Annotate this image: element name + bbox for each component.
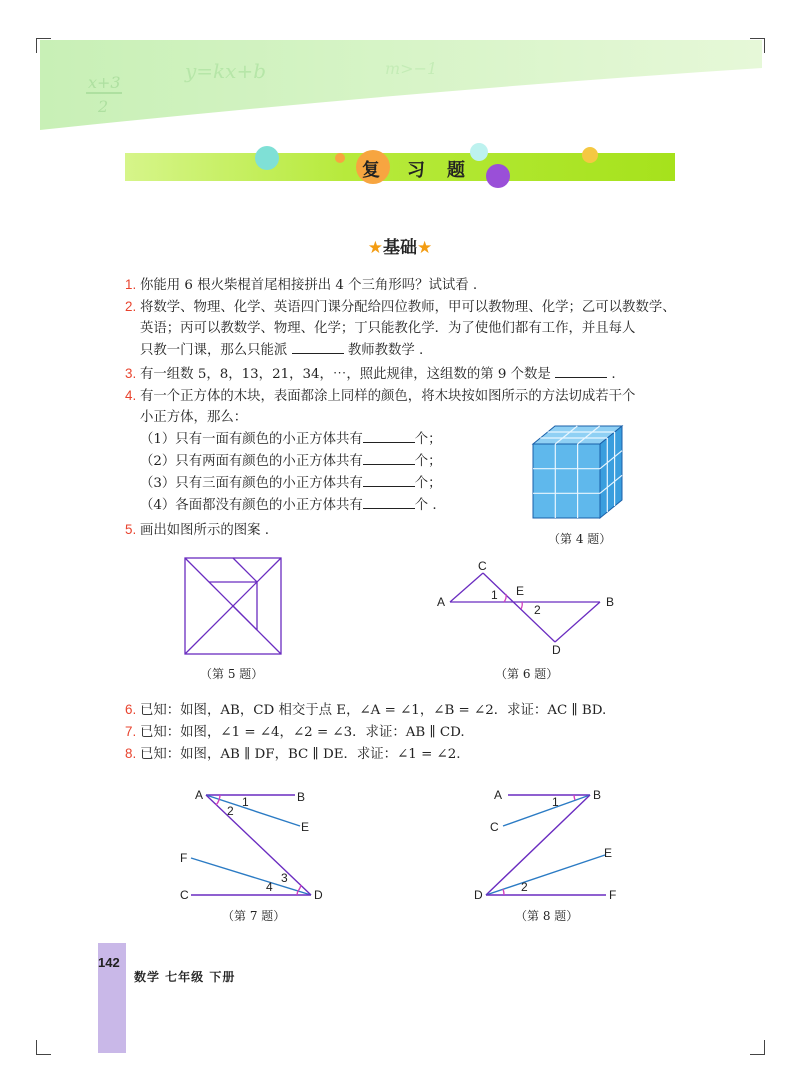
star-icon: ★ [367,238,383,258]
question-text: 已知：如图，AB ∥ DF，BC ∥ DE．求证：∠1 = ∠2. [140,747,461,762]
question-8 [125,743,461,766]
caption-q4: （第 4 题） [548,532,612,546]
question-number: 2. [125,299,137,314]
question-5 [125,519,269,542]
figure-7 [175,785,335,905]
angle-2-label: 2 [227,804,234,818]
answer-blank[interactable] [292,341,344,354]
angle-3-label: 3 [281,871,288,885]
angle-1-label: 1 [242,795,249,809]
question-text: 画出如图所示的图案 . [140,523,270,538]
page-number: 142 [98,955,120,970]
formula-linear: y=kx+b [185,59,267,83]
caption-q6: （第 6 题） [495,667,559,681]
point-B-label: B [606,595,615,609]
point-B-label: B [297,790,306,804]
angle-2-label: 2 [534,603,541,617]
section-heading [0,233,800,258]
point-D-label: D [552,643,561,654]
point-B-label: B [593,788,602,802]
title-char-1: 复 [362,160,382,181]
angle-4-label: 4 [266,880,273,894]
caption-q5: （第 5 题） [200,667,264,681]
question-number: 4. [125,388,137,403]
question-text: 已知：如图，AB，CD 相交于点 E，∠A = ∠1，∠B = ∠2．求证：AC ∥ BD. [140,703,607,718]
subquestion-4: （4）各面都没有颜色的小正方体共有 个 . [140,498,437,513]
star-icon: ★ [417,238,433,258]
header-banner [0,30,800,140]
point-C-label: C [490,820,499,834]
question-number: 1. [125,277,137,292]
question-6 [125,699,606,722]
answer-blank[interactable] [363,430,415,443]
point-A-label: A [437,595,446,609]
question-number: 7. [125,724,137,739]
question-4-line-2: 小正方体，那么： [140,410,248,425]
title-char-3: 题 [447,160,467,181]
answer-blank[interactable] [363,496,415,509]
question-7 [125,721,465,744]
crop-mark-bottom-left [36,1040,51,1055]
point-E-label: E [604,846,613,860]
point-D-label: D [314,888,323,902]
question-text: 有一个正方体的木块，表面都涂上同样的颜色，将木块按如图所示的方法切成若干个 [140,389,636,404]
figure-6 [435,558,625,654]
question-text: 将数学、物理、化学、英语四门课分配给四位教师，甲可以教物理、化学；乙可以教数学、 [140,300,676,315]
answer-blank[interactable] [363,452,415,465]
answer-blank[interactable] [363,474,415,487]
question-text: 你能用 6 根火柴棍首尾相接拼出 4 个三角形吗？试试看 . [140,278,478,293]
question-2-line-3: 只教一门课，那么只能派 教师教数学 . [140,343,424,358]
book-title: 数学 七年级 下册 [134,970,236,984]
point-A-label: A [494,788,503,802]
question-text: 已知：如图，∠1 = ∠4，∠2 = ∠3．求证：AB ∥ CD. [140,725,465,740]
formula-numerator: x+3 [88,73,121,92]
formula-inequality: m>−1 [385,59,438,78]
question-1 [125,274,477,297]
angle-2-label: 2 [521,880,528,894]
caption-q7: （第 7 题） [222,909,286,923]
section-title: 基础 [383,238,417,258]
angle-1-label: 1 [552,795,559,809]
point-C-label: C [180,888,189,902]
question-number: 5. [125,522,137,537]
point-F-label: F [180,851,188,865]
question-text: 有一组数 5，8，13，21，34，⋯，照此规律，这组数的第 9 个数是 [140,367,551,382]
cube-front-face [533,444,600,518]
caption-q8: （第 8 题） [515,909,579,923]
point-E-label: E [516,584,525,598]
crop-mark-bottom-right [750,1040,765,1055]
title-char-2: 习 [407,160,427,181]
subquestion-2: （2）只有两面有颜色的小正方体共有 个； [140,454,442,469]
question-number: 8. [125,746,137,761]
question-number: 6. [125,702,137,717]
point-F-label: F [609,888,617,902]
question-3: 3. 有一组数 5，8，13，21，34，⋯，照此规律，这组数的第 9 个数是 . [125,363,616,386]
question-2-line-2: 英语；丙可以教数学、物理、化学；丁只能教化学．为了使他们都有工作，并且每人 [140,321,636,336]
subquestion-3: （3）只有三面有颜色的小正方体共有 个； [140,476,442,491]
point-A-label: A [195,788,204,802]
angle-1-label: 1 [491,588,498,602]
answer-blank[interactable] [555,365,607,378]
title-decorations [240,140,620,195]
formula-denominator: 2 [98,97,109,116]
point-E-label: E [301,820,310,834]
question-number: 3. [125,366,137,381]
figure-8 [470,785,630,905]
point-D-label: D [474,888,483,902]
figure-5-tangram [180,553,288,657]
point-C-label: C [478,559,487,573]
question-4 [125,385,635,408]
question-2 [125,296,676,319]
cube-figure [525,422,630,522]
subquestion-1: （1）只有一面有颜色的小正方体共有 个； [140,432,442,447]
